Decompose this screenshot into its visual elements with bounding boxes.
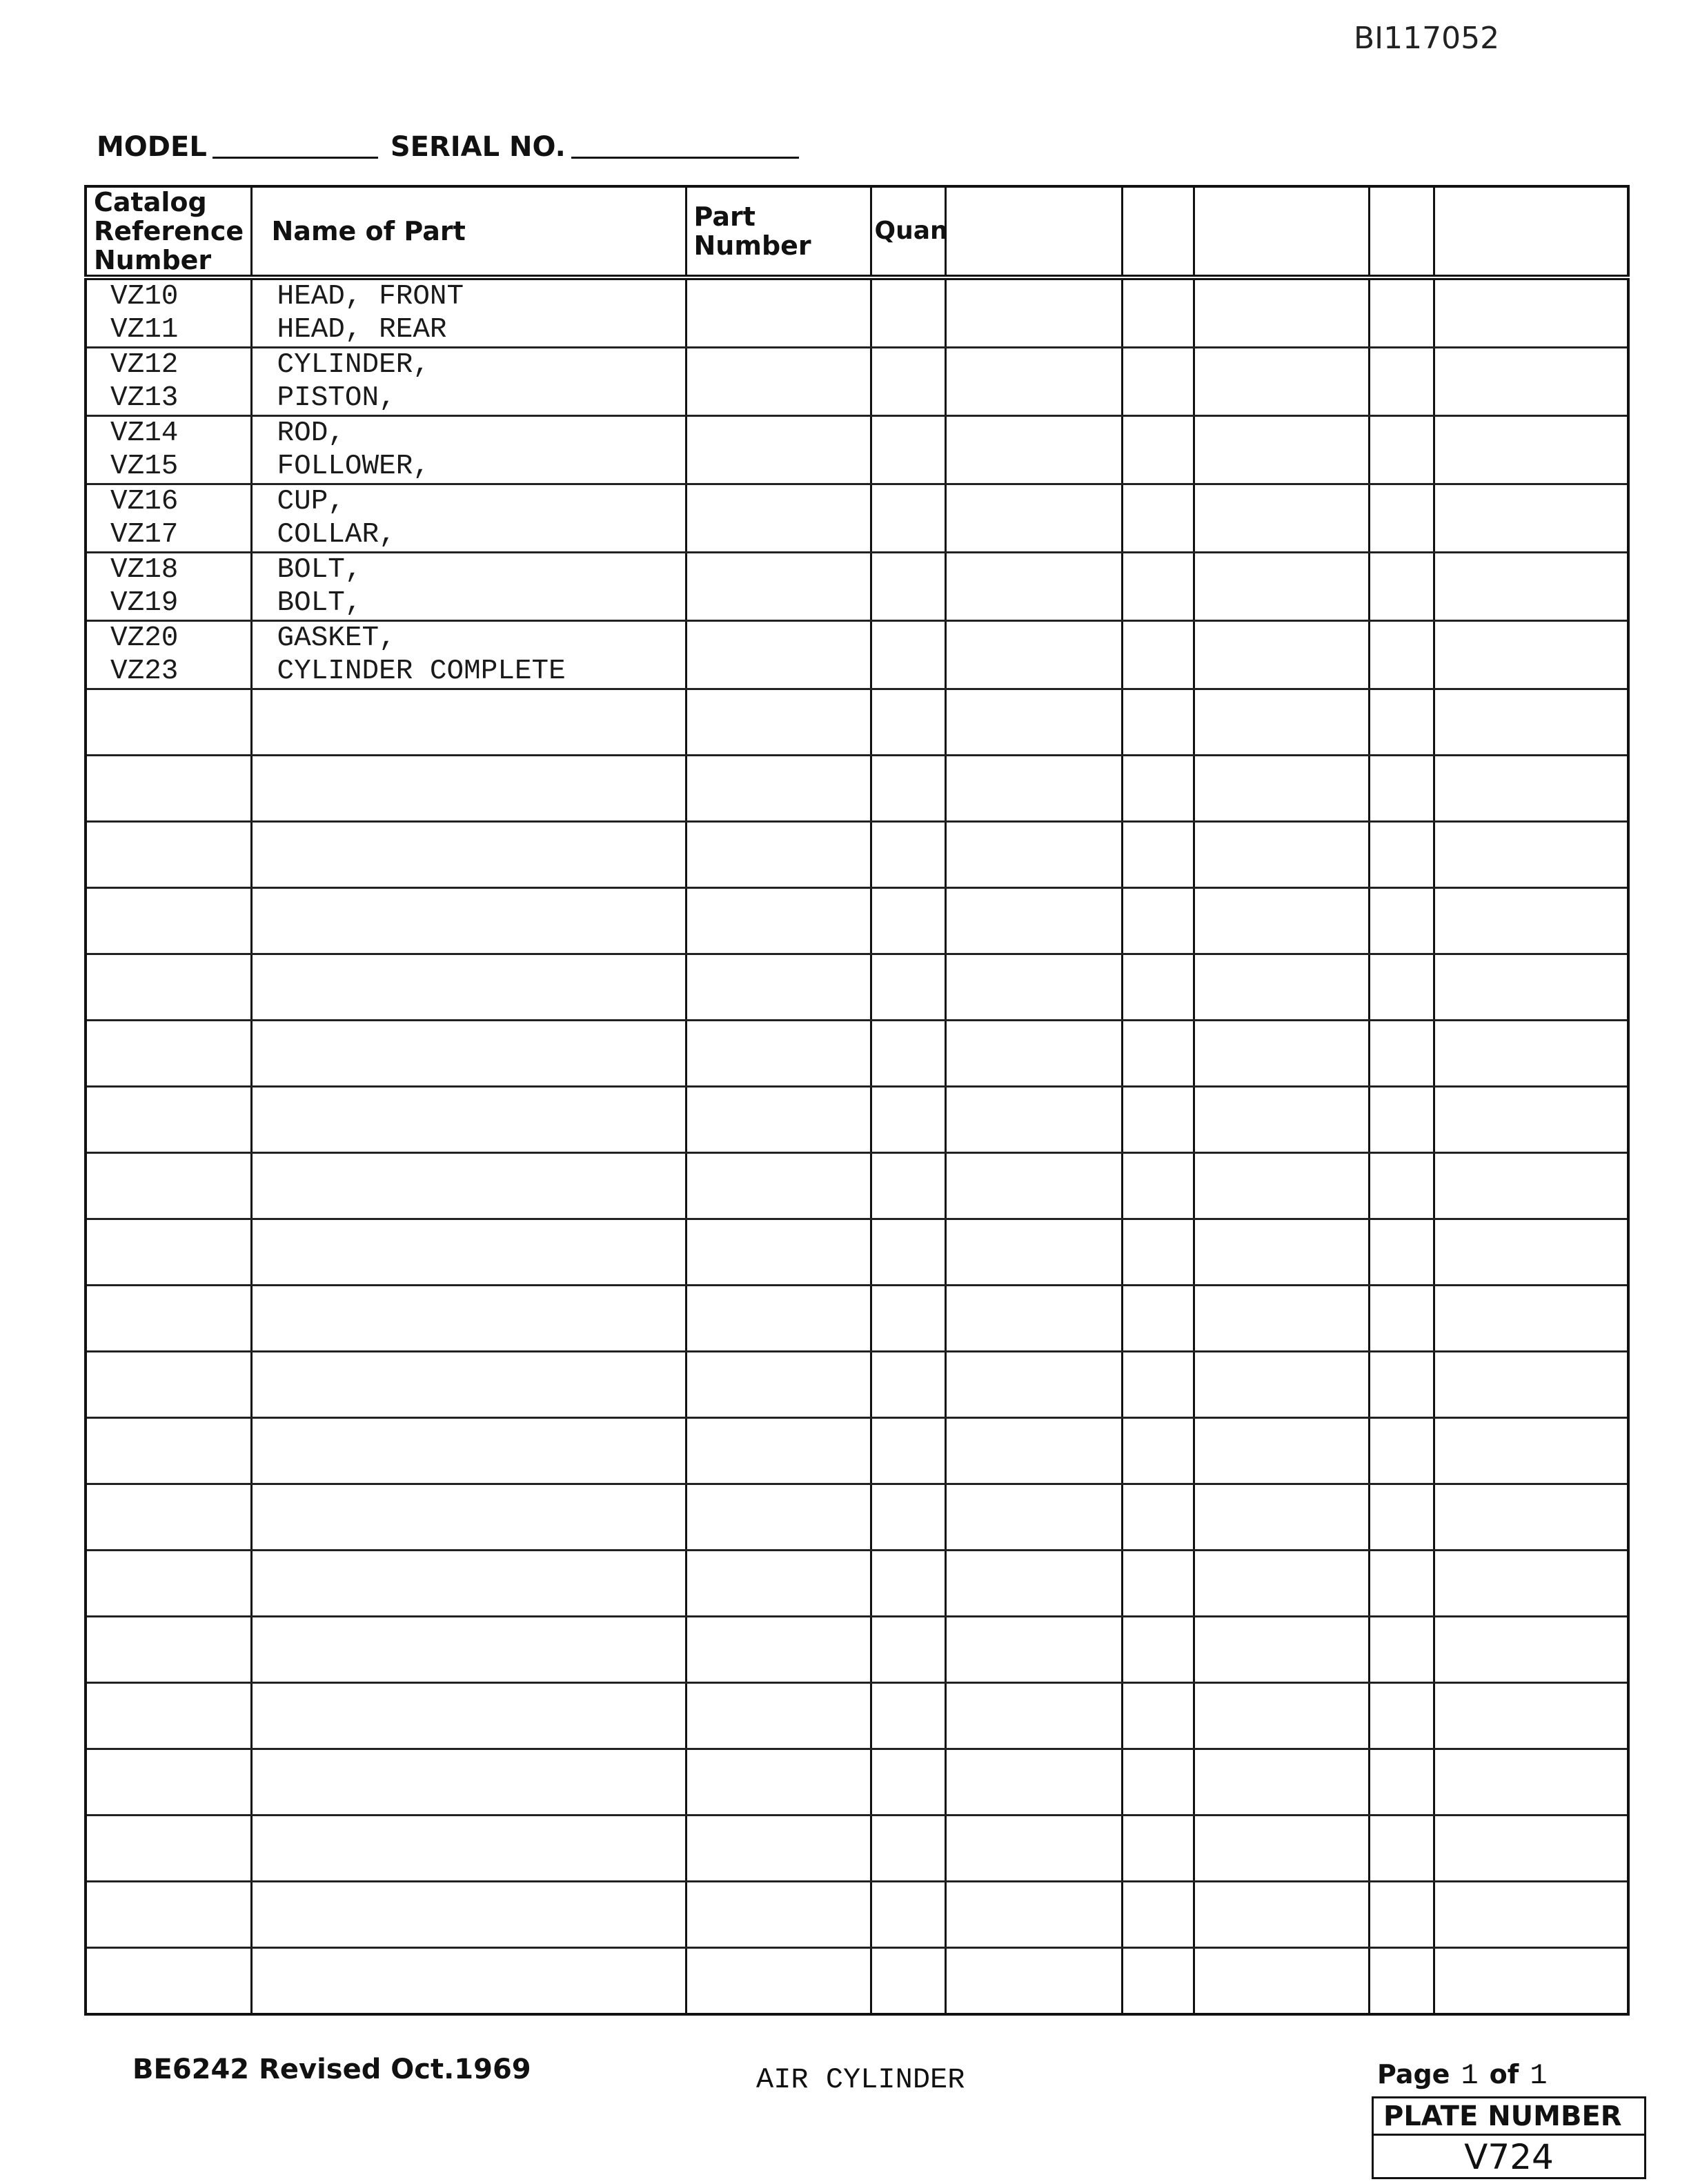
table-cell — [1434, 1286, 1628, 1352]
table-cell — [86, 1617, 251, 1683]
table-cell — [871, 756, 945, 822]
catalog-reference-cell: VZ12 VZ13 — [86, 348, 251, 416]
table-cell — [251, 822, 686, 888]
table-cell — [1434, 1219, 1628, 1286]
table-cell — [1122, 484, 1194, 553]
table-cell — [945, 1219, 1122, 1286]
table-cell — [251, 1087, 686, 1153]
table-cell — [686, 1683, 871, 1749]
table-cell — [1122, 756, 1194, 822]
table-cell — [1122, 1087, 1194, 1153]
blank-table-row — [86, 1948, 1628, 2014]
table-cell — [1194, 1153, 1369, 1219]
table-cell — [871, 1948, 945, 2014]
table-cell — [251, 1551, 686, 1617]
plate-caption: AIR CYLINDER — [756, 2063, 965, 2096]
table-cell — [686, 1021, 871, 1087]
table-cell — [945, 1153, 1122, 1219]
blank-table-row — [86, 822, 1628, 888]
part-name-cell: HEAD, FRONT HEAD, REAR — [251, 277, 686, 348]
table-cell — [1122, 277, 1194, 348]
table-cell — [86, 1749, 251, 1816]
table-cell — [251, 1021, 686, 1087]
part-name-cell: CYLINDER, PISTON, — [251, 348, 686, 416]
table-cell — [686, 689, 871, 756]
table-row — [86, 553, 1628, 621]
table-cell — [871, 1286, 945, 1352]
table-cell — [251, 1153, 686, 1219]
table-cell — [1369, 1418, 1434, 1484]
serial-label: SERIAL NO. — [390, 131, 566, 163]
table-cell — [1194, 484, 1369, 553]
table-cell — [945, 756, 1122, 822]
catalog-reference-cell: VZ16 VZ17 — [86, 484, 251, 553]
table-cell — [945, 553, 1122, 621]
table-cell — [871, 1816, 945, 1882]
table-cell — [1369, 1352, 1434, 1418]
table-cell — [1369, 954, 1434, 1021]
blank-table-row — [86, 1882, 1628, 1948]
blank-table-row — [86, 756, 1628, 822]
table-cell — [1369, 1484, 1434, 1551]
blank-table-row — [86, 1749, 1628, 1816]
table-cell — [1122, 1021, 1194, 1087]
model-serial-line — [97, 121, 804, 163]
column-header-quantity: Quan — [871, 186, 945, 277]
page-indicator — [1377, 2059, 1548, 2092]
table-cell — [1434, 1948, 1628, 2014]
table-cell — [871, 1617, 945, 1683]
column-header-blank — [1122, 186, 1194, 277]
table-cell — [1369, 621, 1434, 689]
page-number: 1 — [1461, 2059, 1479, 2092]
table-cell — [945, 1749, 1122, 1816]
table-cell — [1434, 348, 1628, 416]
table-cell — [686, 553, 871, 621]
table-cell — [945, 1418, 1122, 1484]
table-cell — [1122, 1418, 1194, 1484]
table-cell — [1122, 553, 1194, 621]
table-cell — [86, 1683, 251, 1749]
table-cell — [686, 416, 871, 484]
table-cell — [945, 277, 1122, 348]
table-cell — [1434, 1153, 1628, 1219]
blank-table-row — [86, 1816, 1628, 1882]
table-cell — [1434, 553, 1628, 621]
table-cell — [1434, 416, 1628, 484]
column-header-blank — [1194, 186, 1369, 277]
serial-field — [571, 129, 799, 159]
table-cell — [1369, 416, 1434, 484]
table-cell — [251, 1882, 686, 1948]
table-cell — [1194, 954, 1369, 1021]
column-header-name-of-part: Name of Part — [251, 186, 686, 277]
blank-table-row — [86, 1087, 1628, 1153]
table-cell — [871, 1153, 945, 1219]
table-cell — [686, 1352, 871, 1418]
table-cell — [686, 1816, 871, 1882]
table-header-row — [86, 186, 1628, 277]
table-cell — [1434, 888, 1628, 954]
table-cell — [1122, 1219, 1194, 1286]
table-cell — [686, 1286, 871, 1352]
document-id: BI117052 — [1354, 21, 1500, 56]
table-cell — [1122, 416, 1194, 484]
table-cell — [1194, 756, 1369, 822]
table-cell — [1194, 888, 1369, 954]
table-cell — [1369, 1087, 1434, 1153]
table-cell — [1194, 689, 1369, 756]
table-cell — [251, 954, 686, 1021]
table-cell — [1434, 1021, 1628, 1087]
page-label: Page — [1377, 2059, 1450, 2089]
table-cell — [1194, 1816, 1369, 1882]
catalog-reference-cell: VZ14 VZ15 — [86, 416, 251, 484]
table-cell — [86, 1153, 251, 1219]
table-cell — [686, 1153, 871, 1219]
table-cell — [1434, 1418, 1628, 1484]
table-cell — [1194, 277, 1369, 348]
blank-table-row — [86, 1418, 1628, 1484]
table-cell — [1434, 1683, 1628, 1749]
table-cell — [1194, 348, 1369, 416]
table-cell — [1122, 689, 1194, 756]
blank-table-row — [86, 1021, 1628, 1087]
table-cell — [1194, 1948, 1369, 2014]
table-cell — [86, 822, 251, 888]
table-cell — [1434, 1749, 1628, 1816]
table-cell — [1369, 1617, 1434, 1683]
table-cell — [871, 888, 945, 954]
model-field — [213, 129, 378, 159]
table-row — [86, 416, 1628, 484]
table-cell — [1194, 621, 1369, 689]
table-cell — [251, 1749, 686, 1816]
table-cell — [1369, 888, 1434, 954]
table-cell — [251, 1286, 686, 1352]
table-cell — [1122, 348, 1194, 416]
table-cell — [686, 1882, 871, 1948]
table-cell — [251, 1617, 686, 1683]
table-cell — [871, 954, 945, 1021]
table-cell — [86, 888, 251, 954]
table-cell — [1122, 1551, 1194, 1617]
table-row — [86, 621, 1628, 689]
table-cell — [1122, 954, 1194, 1021]
table-cell — [1194, 1286, 1369, 1352]
table-cell — [945, 1816, 1122, 1882]
table-cell — [945, 621, 1122, 689]
blank-table-row — [86, 1617, 1628, 1683]
blank-table-row — [86, 1484, 1628, 1551]
table-cell — [1194, 1219, 1369, 1286]
table-cell — [1369, 1021, 1434, 1087]
table-cell — [86, 1551, 251, 1617]
table-cell — [1434, 484, 1628, 553]
column-header-blank — [1369, 186, 1434, 277]
blank-table-row — [86, 888, 1628, 954]
blank-table-row — [86, 1683, 1628, 1749]
table-cell — [871, 416, 945, 484]
table-cell — [871, 621, 945, 689]
table-cell — [1369, 1882, 1434, 1948]
column-header-catalog-reference: Catalog Reference Number — [86, 186, 251, 277]
page-total: 1 — [1530, 2059, 1548, 2092]
table-cell — [251, 1683, 686, 1749]
plate-number-value: V724 — [1464, 2137, 1554, 2177]
table-cell — [1434, 689, 1628, 756]
table-cell — [1369, 1948, 1434, 2014]
table-cell — [1369, 822, 1434, 888]
table-cell — [1434, 1352, 1628, 1418]
table-cell — [86, 1816, 251, 1882]
table-cell — [1434, 1617, 1628, 1683]
table-cell — [686, 1484, 871, 1551]
table-cell — [86, 1948, 251, 2014]
table-cell — [1369, 348, 1434, 416]
parts-table — [84, 185, 1630, 2016]
column-header-part-number: Part Number — [686, 186, 871, 277]
table-cell — [1122, 1749, 1194, 1816]
table-cell — [871, 1352, 945, 1418]
table-cell — [686, 484, 871, 553]
table-cell — [1434, 1882, 1628, 1948]
table-cell — [686, 621, 871, 689]
table-cell — [871, 689, 945, 756]
table-cell — [871, 1087, 945, 1153]
table-body — [86, 277, 1628, 2014]
table-cell — [945, 1286, 1122, 1352]
table-cell — [251, 1948, 686, 2014]
table-cell — [251, 1418, 686, 1484]
table-cell — [1194, 1882, 1369, 1948]
table-cell — [1122, 1617, 1194, 1683]
column-header-blank — [945, 186, 1122, 277]
table-cell — [945, 1882, 1122, 1948]
table-cell — [86, 1418, 251, 1484]
table-cell — [1369, 689, 1434, 756]
table-cell — [1194, 822, 1369, 888]
table-cell — [945, 1683, 1122, 1749]
table-cell — [945, 822, 1122, 888]
table-cell — [871, 1683, 945, 1749]
table-cell — [1122, 1816, 1194, 1882]
table-cell — [251, 689, 686, 756]
table-cell — [1194, 1617, 1369, 1683]
table-cell — [945, 1551, 1122, 1617]
blank-table-row — [86, 1286, 1628, 1352]
table-row — [86, 484, 1628, 553]
table-cell — [871, 1418, 945, 1484]
table-cell — [686, 756, 871, 822]
table-cell — [871, 553, 945, 621]
table-cell — [686, 888, 871, 954]
table-cell — [251, 1816, 686, 1882]
table-cell — [945, 888, 1122, 954]
table-cell — [86, 1286, 251, 1352]
table-cell — [871, 822, 945, 888]
table-cell — [86, 1087, 251, 1153]
table-cell — [1434, 954, 1628, 1021]
table-cell — [1194, 1484, 1369, 1551]
table-cell — [86, 689, 251, 756]
table-cell — [1194, 1021, 1369, 1087]
part-name-cell: BOLT, BOLT, — [251, 553, 686, 621]
table-cell — [1194, 553, 1369, 621]
table-cell — [1122, 1352, 1194, 1418]
table-cell — [86, 756, 251, 822]
table-cell — [1369, 277, 1434, 348]
table-cell — [1194, 1418, 1369, 1484]
table-cell — [251, 1219, 686, 1286]
table-cell — [686, 1418, 871, 1484]
part-name-cell: CUP, COLLAR, — [251, 484, 686, 553]
table-cell — [686, 1087, 871, 1153]
table-cell — [1122, 1286, 1194, 1352]
table-cell — [945, 1352, 1122, 1418]
table-cell — [871, 348, 945, 416]
table-cell — [945, 416, 1122, 484]
model-label: MODEL — [97, 131, 207, 163]
table-cell — [686, 822, 871, 888]
table-cell — [86, 954, 251, 1021]
table-cell — [686, 1749, 871, 1816]
page-of-label: of — [1489, 2059, 1519, 2089]
table-cell — [945, 348, 1122, 416]
table-cell — [871, 1749, 945, 1816]
catalog-reference-cell: VZ18 VZ19 — [86, 553, 251, 621]
table-cell — [945, 484, 1122, 553]
table-cell — [1434, 1484, 1628, 1551]
catalog-reference-cell: VZ10 VZ11 — [86, 277, 251, 348]
table-cell — [686, 277, 871, 348]
table-cell — [1369, 1286, 1434, 1352]
table-cell — [1122, 621, 1194, 689]
table-cell — [1194, 1551, 1369, 1617]
table-cell — [686, 348, 871, 416]
table-cell — [1434, 277, 1628, 348]
blank-table-row — [86, 689, 1628, 756]
table-cell — [945, 1484, 1122, 1551]
table-cell — [1122, 1948, 1194, 2014]
blank-table-row — [86, 1153, 1628, 1219]
table-cell — [251, 888, 686, 954]
table-cell — [251, 756, 686, 822]
table-cell — [1194, 1749, 1369, 1816]
catalog-reference-cell: VZ20 VZ23 — [86, 621, 251, 689]
table-cell — [1369, 1749, 1434, 1816]
table-cell — [871, 1219, 945, 1286]
table-cell — [86, 1021, 251, 1087]
form-number: BE6242 Revised Oct.1969 — [132, 2054, 531, 2085]
table-cell — [686, 1551, 871, 1617]
table-cell — [871, 1882, 945, 1948]
column-header-blank — [1434, 186, 1628, 277]
table-cell — [945, 689, 1122, 756]
table-cell — [1369, 484, 1434, 553]
table-cell — [871, 1551, 945, 1617]
table-row — [86, 277, 1628, 348]
table-cell — [945, 1617, 1122, 1683]
table-cell — [1434, 822, 1628, 888]
table-cell — [1194, 416, 1369, 484]
table-cell — [1122, 1484, 1194, 1551]
table-cell — [1434, 1551, 1628, 1617]
table-cell — [251, 1352, 686, 1418]
table-cell — [1434, 621, 1628, 689]
part-name-cell: ROD, FOLLOWER, — [251, 416, 686, 484]
plate-number-label: PLATE NUMBER — [1374, 2098, 1644, 2136]
table-cell — [1369, 756, 1434, 822]
blank-table-row — [86, 1352, 1628, 1418]
table-cell — [945, 1948, 1122, 2014]
table-cell — [686, 1948, 871, 2014]
blank-table-row — [86, 1219, 1628, 1286]
table-cell — [871, 277, 945, 348]
plate-number-box — [1372, 2096, 1646, 2179]
table-cell — [1434, 1816, 1628, 1882]
table-cell — [1194, 1352, 1369, 1418]
table-row — [86, 348, 1628, 416]
table-cell — [1434, 756, 1628, 822]
table-cell — [945, 954, 1122, 1021]
table-cell — [1122, 888, 1194, 954]
table-cell — [686, 1219, 871, 1286]
table-cell — [1194, 1683, 1369, 1749]
table-cell — [871, 1484, 945, 1551]
table-cell — [945, 1087, 1122, 1153]
table-cell — [1122, 1882, 1194, 1948]
table-cell — [86, 1882, 251, 1948]
table-cell — [1369, 1683, 1434, 1749]
table-cell — [1369, 1219, 1434, 1286]
table-cell — [1122, 1153, 1194, 1219]
table-cell — [871, 484, 945, 553]
table-cell — [1369, 1551, 1434, 1617]
table-cell — [686, 954, 871, 1021]
table-cell — [86, 1484, 251, 1551]
table-cell — [871, 1021, 945, 1087]
table-cell — [1369, 553, 1434, 621]
table-cell — [1434, 1087, 1628, 1153]
table-cell — [251, 1484, 686, 1551]
blank-table-row — [86, 954, 1628, 1021]
table-cell — [86, 1352, 251, 1418]
table-cell — [686, 1617, 871, 1683]
blank-table-row — [86, 1551, 1628, 1617]
table-cell — [1369, 1153, 1434, 1219]
table-cell — [1194, 1087, 1369, 1153]
table-cell — [1122, 822, 1194, 888]
table-cell — [1122, 1683, 1194, 1749]
table-cell — [1369, 1816, 1434, 1882]
table-cell — [86, 1219, 251, 1286]
part-name-cell: GASKET, CYLINDER COMPLETE — [251, 621, 686, 689]
table-cell — [945, 1021, 1122, 1087]
